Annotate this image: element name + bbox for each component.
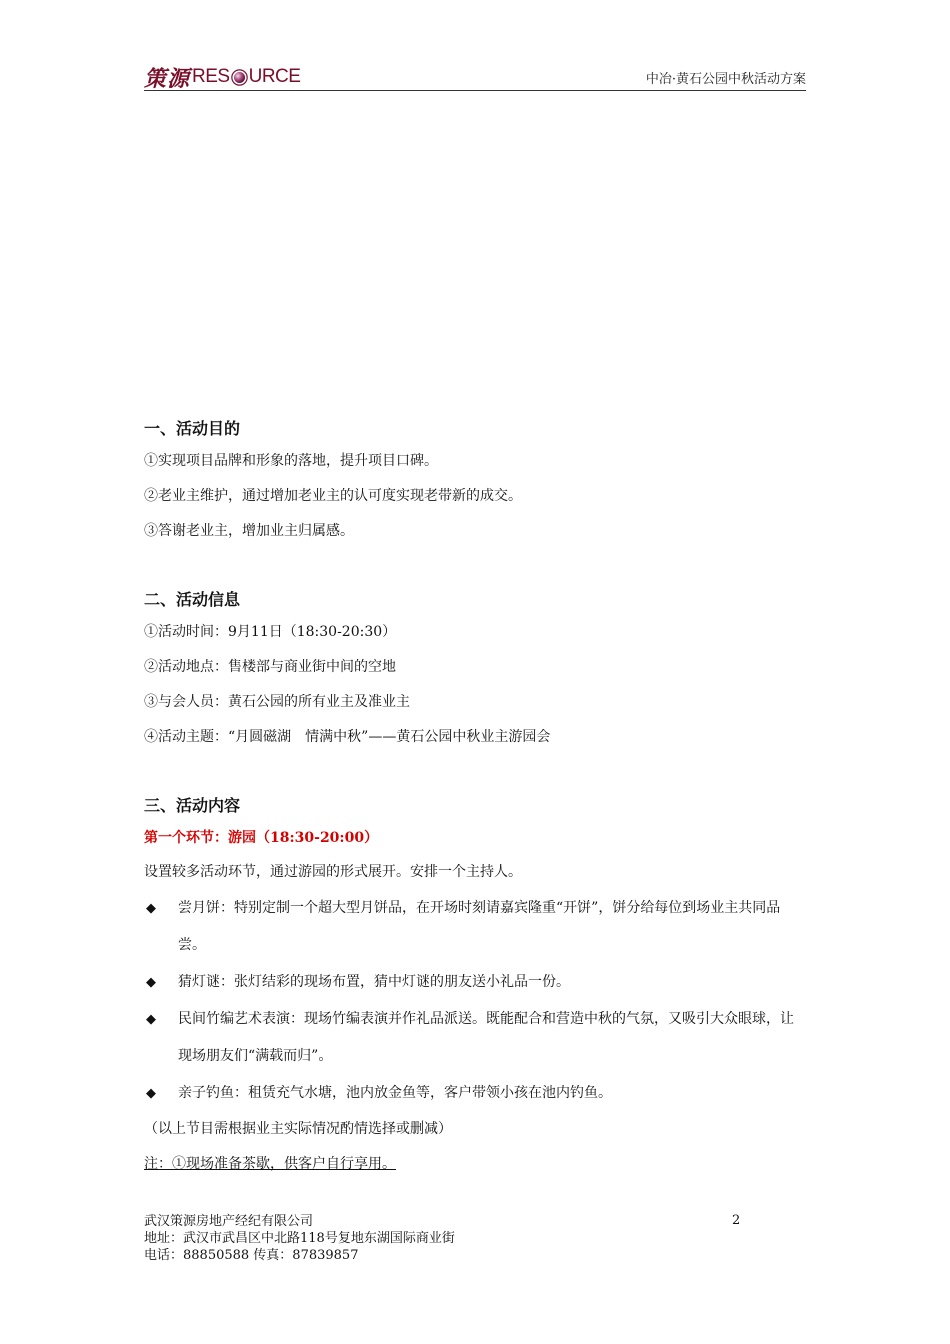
info-line-time: ①活动时间：9月11日（18:30-20:30） xyxy=(144,624,397,640)
bullet-text-fishing: 亲子钓鱼：租赁充气水塘，池内放金鱼等，客户带领小孩在池内钓鱼。 xyxy=(178,1085,612,1101)
diamond-bullet-icon: ◆ xyxy=(146,975,156,990)
list-item xyxy=(144,890,806,964)
logo-latin-text xyxy=(192,66,300,88)
footer-phone: 电话：88850588 传真：87839857 xyxy=(144,1248,359,1263)
footer-address: 地址：武汉市武昌区中北路118号复地东湖国际商业街 xyxy=(144,1231,455,1246)
page-header xyxy=(144,62,806,91)
company-logo xyxy=(144,64,300,90)
purpose-line-3: ③答谢老业主，增加业主归属感。 xyxy=(144,523,354,539)
purpose-line-1: ①实现项目品牌和形象的落地，提升项目口碑。 xyxy=(144,453,438,469)
section-heading-content: 三、活动内容 xyxy=(144,796,241,815)
bullet-text-bamboo-weaving: 民间竹编艺术表演：现场竹编表演并作礼品派送。既能配合和营造中秋的气氛，又吸引大众眼球，让现场朋友们“满载而归”。 xyxy=(178,1011,794,1064)
document-body xyxy=(144,414,806,1182)
diamond-bullet-icon: ◆ xyxy=(146,1086,156,1101)
note-parenthetical: （以上节目需根据业主实际情况酌情选择或删减） xyxy=(144,1121,452,1137)
page-footer xyxy=(144,1213,744,1264)
section-heading-info: 二、活动信息 xyxy=(144,590,241,609)
pearl-orb-icon xyxy=(231,69,248,86)
purpose-line-2: ②老业主维护，通过增加老业主的认可度实现老带新的成交。 xyxy=(144,488,522,504)
list-item xyxy=(144,964,806,1001)
bullet-text-mooncake: 尝月饼：特别定制一个超大型月饼品，在开场时刻请嘉宾隆重“开饼”，饼分给每位到场业主共同品尝。 xyxy=(178,900,781,953)
section-gap xyxy=(144,755,806,791)
logo-latin-post: URCE xyxy=(248,66,301,87)
sub-heading-part-one: 第一个环节：游园（18:30-20:00） xyxy=(144,830,379,846)
diamond-bullet-icon: ◆ xyxy=(146,901,156,916)
logo-cjk-text: 策源 xyxy=(144,65,191,92)
list-item xyxy=(144,1075,806,1112)
note-text: 注：①现场准备茶歇，供客户自行享用。 xyxy=(144,1156,396,1172)
info-line-attendees: ③与会人员：黄石公园的所有业主及准业主 xyxy=(144,694,410,710)
page-number: 2 xyxy=(732,1213,741,1228)
section-gap xyxy=(144,549,806,585)
diamond-bullet-icon: ◆ xyxy=(146,1012,156,1027)
bullet-text-riddles: 猜灯谜：张灯结彩的现场布置，猜中灯谜的朋友送小礼品一份。 xyxy=(178,974,570,990)
footer-company: 武汉策源房地产经纪有限公司 xyxy=(144,1214,314,1229)
note-line xyxy=(144,1147,806,1182)
content-intro: 设置较多活动环节，通过游园的形式展开。安排一个主持人。 xyxy=(144,864,522,880)
document-title: 中冶·黄石公园中秋活动方案 xyxy=(645,72,806,87)
list-item xyxy=(144,1001,806,1075)
info-line-location: ②活动地点：售楼部与商业街中间的空地 xyxy=(144,659,396,675)
logo-latin-pre: RES xyxy=(192,66,230,87)
info-line-theme: ④活动主题：“月圆磁湖 情满中秋”——黄石公园中秋业主游园会 xyxy=(144,729,551,745)
section-heading-purpose: 一、活动目的 xyxy=(144,419,241,438)
